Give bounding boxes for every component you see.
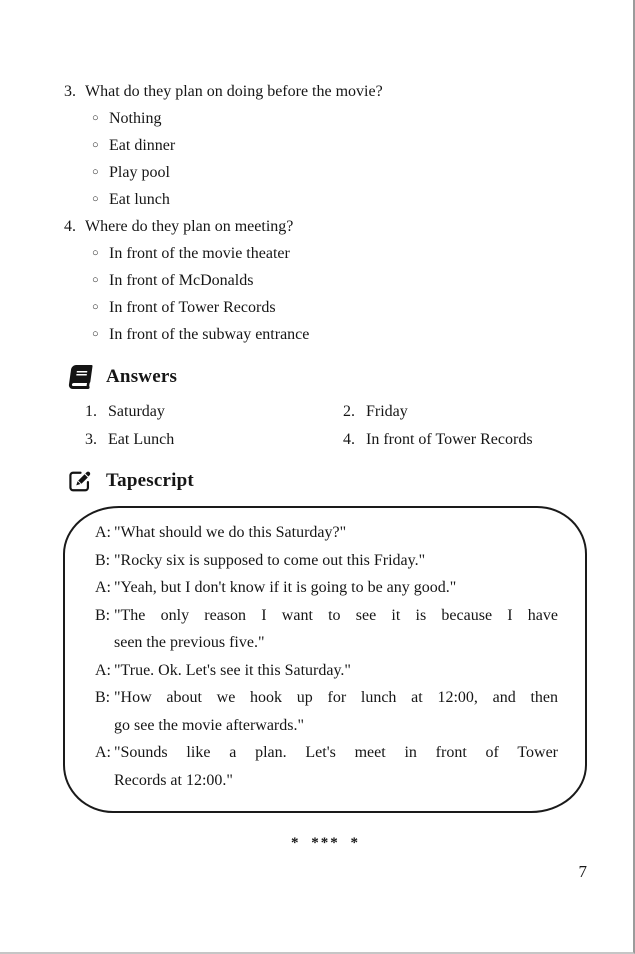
option-label: Eat dinner [109,137,176,154]
dialog-entry [95,602,558,657]
option-item [64,186,587,213]
option-bullet-icon: ○ [92,274,99,286]
question-item [64,78,587,105]
option-bullet-icon: ○ [92,301,99,313]
option-label: Eat lunch [109,191,170,208]
separator-stars: * *** * [291,835,360,851]
page-number: 7 [578,862,587,881]
dialog-entry [95,519,558,547]
dialog-entry [95,657,558,685]
dialog-line: "How about we hook up for lunch at 12:00, and then [114,689,558,706]
question-number: 3. [64,83,76,100]
option-item [64,240,587,267]
option-bullet-icon: ○ [92,193,99,205]
question-item [64,213,587,240]
question-text: Where do they plan on meeting? [85,218,294,235]
dialog-line: "Rocky six is supposed to come out this Friday." [114,551,426,569]
speaker-label: B: [95,551,111,569]
question-text: What do they plan on doing before the movie? [85,83,383,100]
dialog-entry [95,574,558,602]
option-label: In front of the subway entrance [109,326,310,343]
dialog-line: "The only reason I want to see it is because I have [114,606,558,624]
answer-item [343,398,587,426]
answer-number: 4. [343,431,355,448]
dialog-line: seen the previous five." [114,634,265,651]
dialog-entry [95,547,558,575]
option-label: Nothing [109,110,162,127]
answer-item [85,426,343,454]
dialog-entry [95,684,558,739]
book-icon [67,364,93,390]
answer-text: Friday [366,403,408,420]
option-bullet-icon: ○ [92,139,99,151]
option-item [64,159,587,186]
speaker-label: A: [95,579,111,596]
answer-text: Eat Lunch [108,431,175,448]
option-bullet-icon: ○ [92,112,99,124]
tapescript-section-header [64,466,587,496]
option-label: In front of Tower Records [109,299,276,316]
question-number: 4. [64,218,76,235]
option-item [64,267,587,294]
answer-item [343,426,587,454]
pencil-square-icon [67,468,93,494]
option-item [64,132,587,159]
answer-item [85,398,343,426]
answer-number: 3. [85,431,97,448]
answer-text: Saturday [108,403,165,420]
dialog-line: "What should we do this Saturday?" [114,524,347,541]
answers-section-header [64,362,587,392]
answer-number: 1. [85,403,97,420]
speaker-label: A: [95,661,111,679]
tapescript-box [63,506,587,813]
section-title: Answers [106,366,178,387]
speaker-label: B: [95,689,111,706]
option-label: In front of McDonalds [109,272,254,289]
option-bullet-icon: ○ [92,166,99,178]
option-item [64,321,587,348]
option-item [64,294,587,321]
option-item [64,105,587,132]
speaker-label: B: [95,606,111,624]
answer-text: In front of Tower Records [366,431,533,448]
speaker-label: A: [95,524,111,541]
speaker-label: A: [95,744,111,761]
option-bullet-icon: ○ [92,328,99,340]
option-label: In front of the movie theater [109,245,290,262]
option-bullet-icon: ○ [92,247,99,259]
option-label: Play pool [109,164,170,181]
dialog-line: go see the movie afterwards." [114,716,305,734]
dialog-line: "True. Ok. Let's see it this Saturday." [114,661,351,679]
answers-list [85,398,587,454]
section-title: Tapescript [106,470,194,491]
dialog-line: "Sounds like a plan. Let's meet in front of Tower [114,744,558,761]
dialog-line: Records at 12:00." [114,771,233,789]
dialog-entry [95,739,558,794]
dialog-line: "Yeah, but I don't know if it is going to be any good." [114,579,457,596]
answer-number: 2. [343,403,355,420]
